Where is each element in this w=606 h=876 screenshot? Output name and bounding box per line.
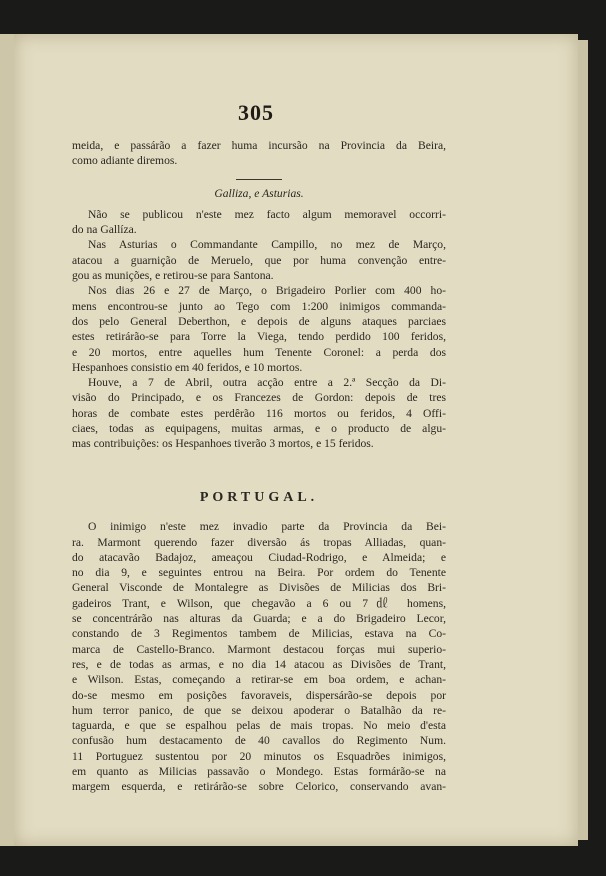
intro-line: meida, e passárão a fazer huma incursão na Provincia da Beira,	[72, 139, 446, 152]
page-number: 305	[238, 100, 274, 125]
page-left-edge	[0, 34, 14, 846]
portugal-line: no dia 9, e seguintes entrou na Beira. Por ordem do Tenente	[72, 566, 446, 580]
section-divider	[236, 179, 282, 180]
portugal-line: confusão hum destacamento de 40 cavallos do Regimento Num.	[72, 734, 446, 748]
galliza-line: e 20 mortos, entre aquelles hum Tenente Coronel: a perda dos	[72, 345, 446, 359]
galliza-line: Nas Asturias o Commandante Campillo, no mez de Março,	[88, 238, 446, 252]
text-block-portugal	[72, 490, 446, 795]
portugal-line: res, e de todas as armas, e no dia 14 atacou as Divisões de Trant,	[72, 657, 446, 671]
galliza-line: gou as munições, e retirou-se para Santona.	[72, 269, 274, 283]
galliza-line: do na Gallíza.	[72, 223, 137, 237]
portugal-line: marca de Castello-Branco. Marmont destacou forças mui superio-	[72, 642, 446, 656]
page-right-edge	[578, 40, 588, 840]
portugal-line: General Visconde de Montalegre as Divisões de Milicias dos Bri-	[72, 581, 446, 595]
text-block-top	[72, 138, 446, 452]
portugal-line: taguarda, e que se espalhou pelas de mais tropas. No meio d'esta	[72, 719, 446, 733]
galliza-line: Hespanhoes consistio em 40 feridos, e 10 mortos.	[72, 360, 303, 374]
galliza-line: Nos dias 26 e 27 de Março, o Brigadeiro Porlier com 400 ho-	[88, 284, 446, 298]
galliza-line: mas contribuições: os Hespanhoes tiverão 3 mortos, e 15 feridos.	[72, 437, 374, 451]
galliza-line: horas de combate estes perdêrão 116 mortos ou feridos, 4 Offi-	[72, 406, 446, 420]
portugal-line: O inimigo n'este mez invadio parte da Provincia da Bei-	[88, 520, 446, 534]
portugal-line: constando de 3 Regimentos tambem de Milicias, estava na Co-	[72, 627, 446, 641]
galliza-line: Não se publicou n'este mez facto algum memoravel occorri-	[88, 207, 446, 221]
portugal-line: margem esquerda, e retirárão-se sobre Celorico, conservando avan-	[72, 780, 446, 794]
galliza-heading: Galliza, e Asturias.	[214, 186, 304, 200]
portugal-line: hum terror panico, de que se deixou apoderar o Batalhão da re-	[72, 703, 446, 717]
portugal-line: do atacavão Badajoz, ameaçou Ciudad-Rodrigo, e Almeida; e	[72, 550, 446, 564]
galliza-line: mens encontrou-se junto ao Tego com 1:200 inimigos commanda-	[72, 299, 446, 313]
portugal-line: e Wilson. Estas, começando a retirar-se em boa ordem, e achan-	[72, 673, 446, 687]
galliza-line: estes retirárão-se para Torre la Viega, tendo perdido 100 feridos,	[72, 330, 446, 344]
portugal-line: se concentrárão nas alturas da Guarda; e a do Brigadeiro Lecor,	[72, 612, 446, 626]
portugal-line: gadeiros Trant, e Wilson, que chegavão a 6 ou 7㎗ homens,	[72, 596, 446, 610]
portugal-line: em quanto as Milicias passavão o Mondego. Estas formárão-se na	[72, 765, 446, 779]
galliza-line: atacou a guarnição de Meruelo, que por huma convenção entre-	[72, 253, 446, 267]
galliza-line: visão do Principado, e os Francezes de Gordon: depois de tres	[72, 391, 446, 405]
galliza-line: Houve, a 7 de Abril, outra acção entre a 2.ª Secção da Di-	[88, 376, 446, 390]
intro-line: como adiante diremos.	[72, 154, 178, 168]
portugal-line: ra. Marmont querendo fazer diversão ás tropas Alliadas, quan-	[72, 535, 446, 549]
portugal-line: 11 Portuguez sustentou por 20 minutos os Esquadrões inimigos,	[72, 749, 446, 763]
galliza-line: ciaes, todas as equipagens, muitas armas, e o producto de algu-	[72, 422, 446, 436]
portugal-line: do-se mesmo em posições favoraveis, dispersárão-se depois por	[72, 688, 446, 702]
portugal-heading: PORTUGAL.	[199, 490, 319, 505]
galliza-line: dos pelo General Deberthon, e depois de alguns ataques parciaes	[72, 314, 446, 328]
